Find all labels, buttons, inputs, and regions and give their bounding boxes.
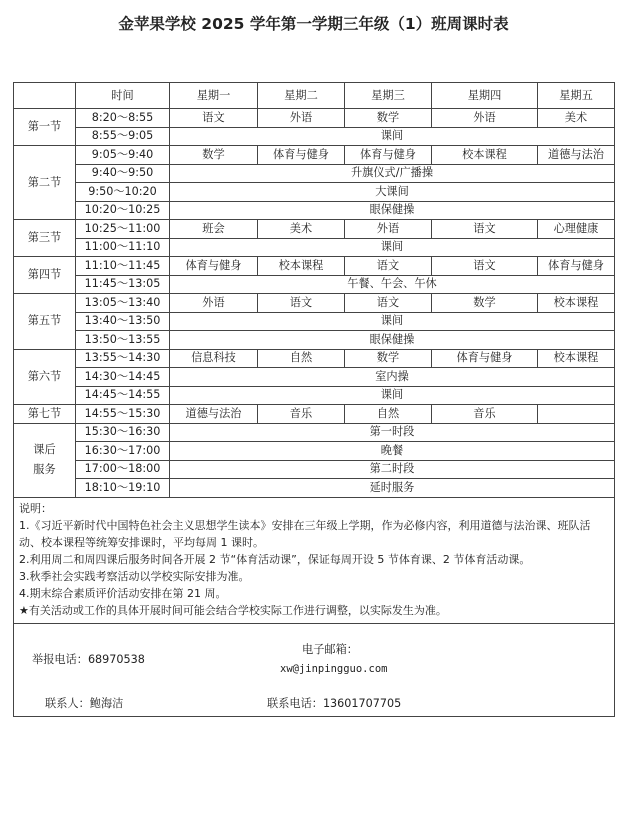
subject-cell: 体育与健身 xyxy=(170,257,258,276)
subject-cell: 体育与健身 xyxy=(258,146,345,165)
subject-cell: 道德与法治 xyxy=(170,405,258,424)
header-cell: 星期三 xyxy=(345,83,432,109)
notes-heading: 说明： xyxy=(19,501,52,515)
time-cell: 10:20～10:25 xyxy=(76,201,170,220)
subject-cell: 校本课程 xyxy=(432,146,538,165)
period-label: 第六节 xyxy=(14,349,76,405)
note-item: 4.期末综合素质评价活动安排在第 21 周。 xyxy=(19,586,227,600)
break-cell: 课间 xyxy=(170,386,615,405)
break-row xyxy=(14,238,615,257)
time-cell: 15:30～16:30 xyxy=(76,423,170,442)
page-title: 金苹果学校 2025 学年第一学期三年级（1）班周课时表 xyxy=(118,15,509,33)
subject-cell: 外语 xyxy=(258,109,345,128)
subject-cell: 自然 xyxy=(345,405,432,424)
lesson-row xyxy=(14,220,615,239)
after-school-cell: 第一时段 xyxy=(170,423,615,442)
header-cell: 星期四 xyxy=(432,83,538,109)
time-cell: 14:55～15:30 xyxy=(76,405,170,424)
time-cell: 8:20～8:55 xyxy=(76,109,170,128)
break-cell: 室内操 xyxy=(170,368,615,387)
lesson-row xyxy=(14,146,615,165)
break-row xyxy=(14,183,615,202)
break-cell: 眼保健操 xyxy=(170,331,615,350)
time-cell: 9:50～10:20 xyxy=(76,183,170,202)
note-item: 2.利用周二和周四课后服务时间各开展 2 节“体育活动课”，保证每周开设 5 节体育课、2 节体育活动课。 xyxy=(19,552,531,566)
header-cell: 星期一 xyxy=(170,83,258,109)
break-row xyxy=(14,368,615,387)
subject-cell: 自然 xyxy=(258,349,345,368)
break-row xyxy=(14,164,615,183)
after-school-cell: 第二时段 xyxy=(170,460,615,479)
subject-cell: 音乐 xyxy=(258,405,345,424)
time-cell: 18:10～19:10 xyxy=(76,479,170,498)
period-label: 第一节 xyxy=(14,109,76,146)
lesson-row xyxy=(14,405,615,424)
header-cell: 星期五 xyxy=(538,83,615,109)
subject-cell: 校本课程 xyxy=(538,294,615,313)
notes-row xyxy=(14,497,615,623)
timetable xyxy=(13,82,615,717)
lesson-row xyxy=(14,349,615,368)
report-phone: 举报电话：68970538 xyxy=(32,652,145,666)
break-cell: 眼保健操 xyxy=(170,201,615,220)
period-label: 第五节 xyxy=(14,294,76,350)
time-cell: 17:00～18:00 xyxy=(76,460,170,479)
subject-cell: 音乐 xyxy=(432,405,538,424)
lesson-row xyxy=(14,257,615,276)
break-cell: 课间 xyxy=(170,312,615,331)
after-school-row xyxy=(14,442,615,461)
timetable-body xyxy=(14,83,615,717)
period-label: 第三节 xyxy=(14,220,76,257)
subject-cell: 美术 xyxy=(258,220,345,239)
lesson-row xyxy=(14,109,615,128)
subject-cell: 数学 xyxy=(170,146,258,165)
break-cell: 课间 xyxy=(170,238,615,257)
break-cell: 课间 xyxy=(170,127,615,146)
email-address: xw@jinpingguo.com xyxy=(280,662,388,675)
after-school-row xyxy=(14,423,615,442)
subject-cell: 心理健康 xyxy=(538,220,615,239)
subject-cell: 语文 xyxy=(345,257,432,276)
subject-cell: 外语 xyxy=(170,294,258,313)
break-row xyxy=(14,312,615,331)
after-school-row xyxy=(14,479,615,498)
subject-cell xyxy=(538,405,615,424)
contact-phone: 联系电话：13601707705 xyxy=(267,696,402,710)
time-cell: 16:30～17:00 xyxy=(76,442,170,461)
subject-cell: 数学 xyxy=(345,109,432,128)
subject-cell: 外语 xyxy=(345,220,432,239)
subject-cell: 道德与法治 xyxy=(538,146,615,165)
footer-row xyxy=(14,623,615,716)
break-cell: 午餐、午会、午休 xyxy=(170,275,615,294)
time-cell: 11:45～13:05 xyxy=(76,275,170,294)
after-school-row xyxy=(14,460,615,479)
time-cell: 14:30～14:45 xyxy=(76,368,170,387)
period-label: 第二节 xyxy=(14,146,76,220)
time-cell: 14:45～14:55 xyxy=(76,386,170,405)
time-cell: 10:25～11:00 xyxy=(76,220,170,239)
subject-cell: 数学 xyxy=(345,349,432,368)
subject-cell: 数学 xyxy=(432,294,538,313)
note-item: 1.《习近平新时代中国特色社会主义思想学生读本》安排在三年级上学期，作为必修内容，利用道德与法治课、班队活动、校本课程等统筹安排课时，平均每周 1 课时。 xyxy=(19,518,591,549)
time-cell: 13:50～13:55 xyxy=(76,331,170,350)
subject-cell: 校本课程 xyxy=(258,257,345,276)
subject-cell: 外语 xyxy=(432,109,538,128)
header-row xyxy=(14,83,615,109)
note-item: 3.秋季社会实践考察活动以学校实际安排为准。 xyxy=(19,569,250,583)
time-cell: 11:10～11:45 xyxy=(76,257,170,276)
period-label: 第七节 xyxy=(14,405,76,424)
lesson-row xyxy=(14,294,615,313)
after-school-cell: 延时服务 xyxy=(170,479,615,498)
subject-cell: 校本课程 xyxy=(538,349,615,368)
subject-cell: 语文 xyxy=(345,294,432,313)
header-cell: 时间 xyxy=(76,83,170,109)
break-row xyxy=(14,386,615,405)
time-cell: 9:05～9:40 xyxy=(76,146,170,165)
after-school-cell: 晚餐 xyxy=(170,442,615,461)
after-school-label: 课后服务 xyxy=(14,423,76,497)
break-cell: 大课间 xyxy=(170,183,615,202)
time-cell: 11:00～11:10 xyxy=(76,238,170,257)
break-row xyxy=(14,127,615,146)
break-cell: 升旗仪式/广播操 xyxy=(170,164,615,183)
note-item: ★有关活动或工作的具体开展时间可能会结合学校实际工作进行调整，以实际发生为准。 xyxy=(19,603,447,617)
break-row xyxy=(14,275,615,294)
subject-cell: 语文 xyxy=(258,294,345,313)
notes-section xyxy=(14,497,615,623)
subject-cell: 语文 xyxy=(432,257,538,276)
subject-cell: 体育与健身 xyxy=(432,349,538,368)
subject-cell: 体育与健身 xyxy=(345,146,432,165)
time-cell: 8:55～9:05 xyxy=(76,127,170,146)
subject-cell: 信息科技 xyxy=(170,349,258,368)
time-cell: 13:55～14:30 xyxy=(76,349,170,368)
time-cell: 9:40～9:50 xyxy=(76,164,170,183)
email-label: 电子邮箱： xyxy=(302,642,358,656)
contact-person: 联系人：鲍海洁 xyxy=(45,696,124,710)
subject-cell: 班会 xyxy=(170,220,258,239)
time-cell: 13:05～13:40 xyxy=(76,294,170,313)
time-cell: 13:40～13:50 xyxy=(76,312,170,331)
contact-section xyxy=(14,623,615,716)
subject-cell: 美术 xyxy=(538,109,615,128)
subject-cell: 语文 xyxy=(432,220,538,239)
subject-cell: 体育与健身 xyxy=(538,257,615,276)
period-label: 第四节 xyxy=(14,257,76,294)
subject-cell: 语文 xyxy=(170,109,258,128)
header-cell: 星期二 xyxy=(258,83,345,109)
header-cell xyxy=(14,83,76,109)
break-row xyxy=(14,201,615,220)
break-row xyxy=(14,331,615,350)
